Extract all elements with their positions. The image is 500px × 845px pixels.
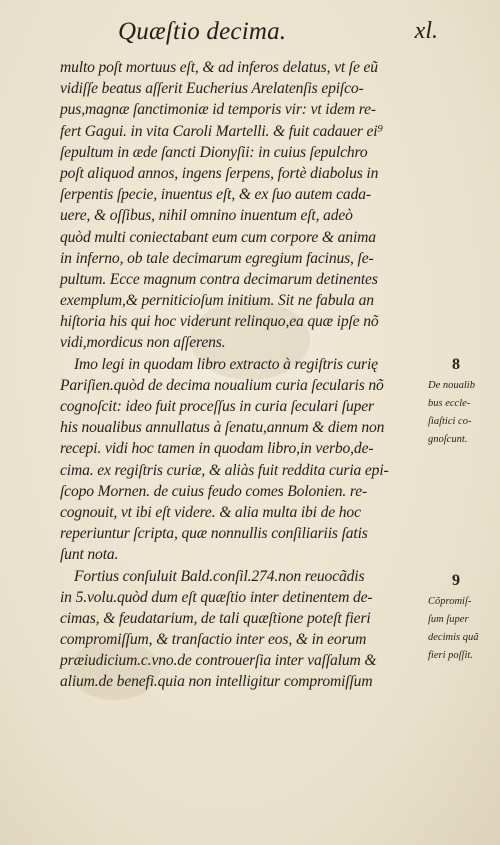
text-line: pus,magnæ ſanctimoniæ id temporis vir: vt idem re- <box>60 101 376 119</box>
margin-note-line: ſiaſtici co- <box>428 416 472 427</box>
text-line: præiudicium.c.vno.de controuerſia inter vaſſalum & <box>60 652 377 670</box>
text-line: pultum. Ecce magnum contra decimarum detinentes <box>60 270 378 288</box>
text-line: ſerpentis ſpecie, inuentus eſt, & ex ſuo autem cada- <box>60 186 371 204</box>
margin-note-line: De noualib <box>428 380 475 391</box>
margin-note-line: decimis quã <box>428 632 479 643</box>
text-line: hiſtoria his qui hoc viderunt relinquo,ea quæ ipſe nõ <box>60 313 379 331</box>
text-line: his noualibus annullatus à ſenatu,annum & diem non <box>60 419 385 437</box>
text-line: ſunt nota. <box>60 546 119 564</box>
text-line: vidiſſe beatus aſſerit Eucherius Arelatenſis epiſco- <box>60 80 364 98</box>
text-line: compromiſſum, & tranſactio inter eos, & in eorum <box>60 631 367 649</box>
paragraph-start-line: Imo legi in quodam libro extracto à regiſtris curię <box>74 355 378 373</box>
text-line: ſcopo Mornen. de cuius feudo comes Bolonien. re- <box>60 482 368 500</box>
text-line: Pariſien.quòd de decima noualium curia ſecularis nõ <box>60 376 384 394</box>
margin-note-line: Cõpromiſ- <box>428 596 472 607</box>
text-line: poſt aliquod annos, ingens ſerpens, fortè diabolus in <box>60 164 379 182</box>
text-line: cognouit, vt ibi eſt videre. & alia multa ibi de hoc <box>60 503 361 521</box>
text-line: in inferno, ob tale decimarum egregium facinus, ſe- <box>60 249 374 267</box>
header-title: Quæſtio decima. <box>118 18 287 45</box>
paragraph-start-line: Fortius conſuluit Bald.conſil.274.non reuocãdis <box>74 567 365 585</box>
margin-note-line: bus eccle- <box>428 398 471 409</box>
text-line: recepi. vidi hoc tamen in quodam libro,in verbo,de- <box>60 440 374 458</box>
margin-note-line: fieri poſſit. <box>428 650 473 661</box>
margin-note-line: ſum ſuper <box>428 614 469 625</box>
text-line: vidi,mordicus non aſſerens. <box>60 334 226 352</box>
text-line: exemplum,& perniticioſum initium. Sit ne fabula an <box>60 292 374 310</box>
text-line: fert Gagui. in vita Caroli Martelli. & fuit cadauer ei⁹ <box>60 122 383 140</box>
folio-number: xl. <box>414 18 438 44</box>
text-line: quòd multi coniectabant eum cum corpore & anima <box>60 228 376 246</box>
text-line: ſepultum in æde ſancti Dionyſii: in cuius ſepulchro <box>60 143 368 161</box>
margin-note-line: gnoſcunt. <box>428 434 468 445</box>
margin-number: 9 <box>452 572 460 589</box>
text-line: in 5.volu.quòd dum eſt quæſtio inter detinentem de- <box>60 588 373 606</box>
text-line: reperiuntur ſcripta, quæ nonnullis conſiliariis ſatis <box>60 525 368 543</box>
text-line: multo poſt mortuus eſt, & ad inferos delatus, vt ſe eũ <box>60 59 378 76</box>
text-line: alium.de benefi.quia non intelligitur compromiſſum <box>60 673 373 691</box>
text-line: cognoſcit: ideo fuit proceſſus in curia ſeculari ſuper <box>60 398 374 415</box>
text-line: cimas, & feudatarium, de tali quæſtione poteſt fieri <box>60 609 371 627</box>
text-line: cima. ex regiſtris curiæ, & aliàs fuit reddita curia epi- <box>60 461 389 479</box>
margin-number: 8 <box>452 356 460 373</box>
text-line: uere, & oſſibus, nihil omnino inuentum eſt, adeò <box>60 207 353 225</box>
